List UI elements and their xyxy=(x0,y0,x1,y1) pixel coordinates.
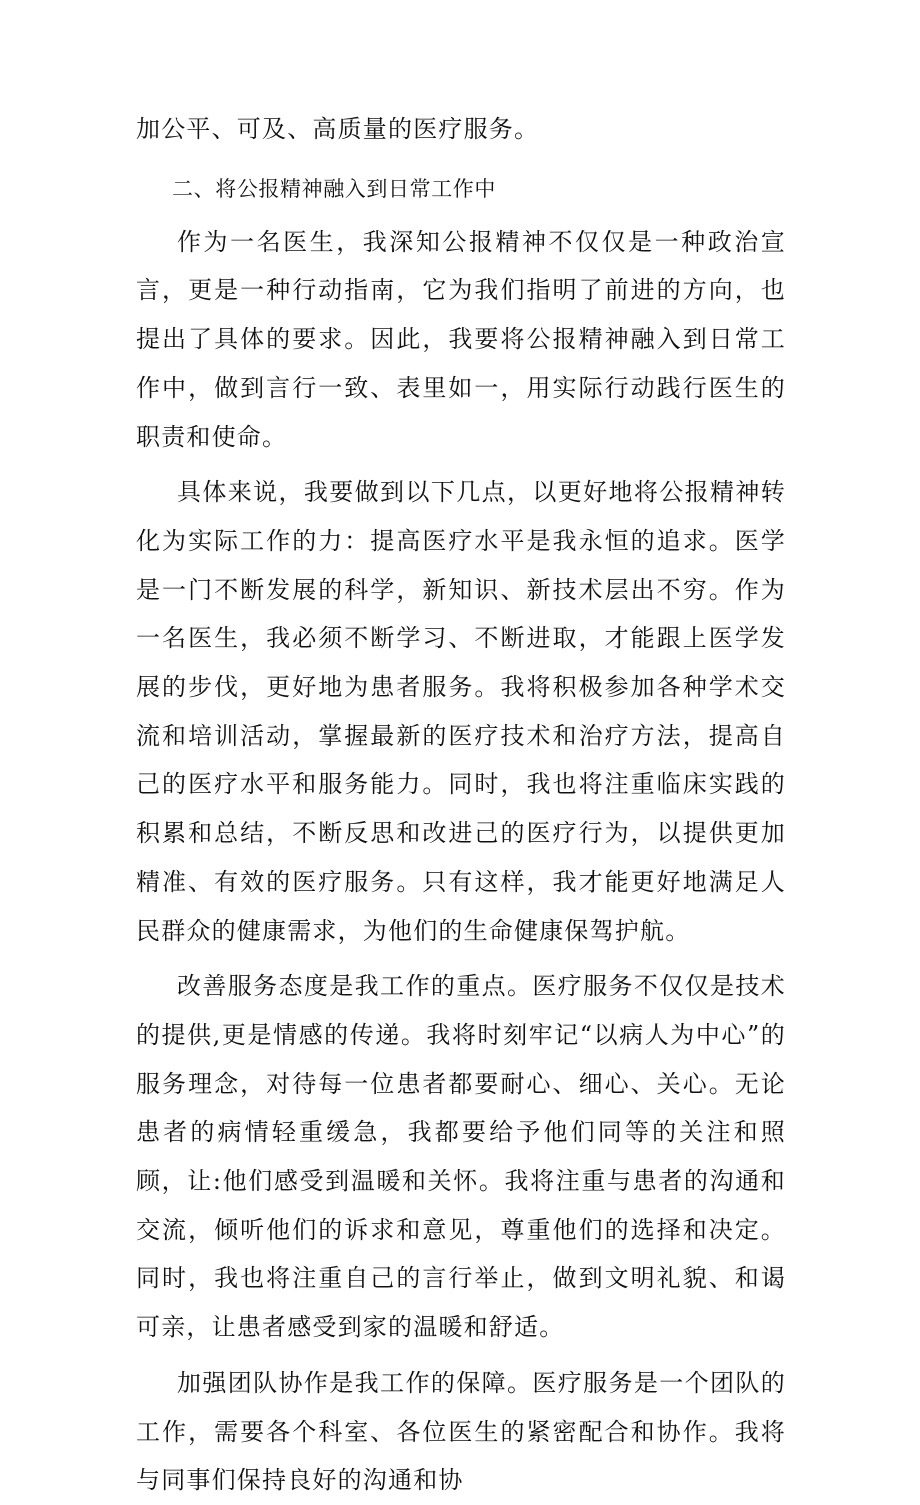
paragraph-duty: 作为一名医生，我深知公报精神不仅仅是一种政治宣言，更是一种行动指南，它为我们指明了前进的方向，也提出了具体的要求。因此，我要将公报精神融入到日常工作中，做到言行一致、表里如一，用实际行动践行医生的职责和使命。 xyxy=(136,227,786,451)
paragraph-continuation: 加公平、可及、高质量的医疗服务。 xyxy=(136,115,540,143)
paragraph-medical-level: 具体来说，我要做到以下几点，以更好地将公报精神转化为实际工作的力：提高医疗水平是我永恒的追求。医学是一门不断发展的科学，新知识、新技术层出不穷。作为一名医生，我必须不断学习、不断进取，才能跟上医学发展的步伐，更好地为患者服务。我将积极参加各种学术交流和培训活动，掌握最新的医疗技术和治疗方法，提高自己的医疗水平和服务能力。同时，我也将注重临床实践的积累和总结，不断反思和改进己的医疗行为，以提供更加精准、有效的医疗服务。只有这样，我才能更好地满足人民群众的健康需求，为他们的生命健康保驾护航。 xyxy=(136,478,786,945)
paragraph-service-attitude: 改善服务态度是我工作的重点。医疗服务不仅仅是技术的提供,更是情感的传递。我将时刻牢记“以病人为中心”的服务理念，对待每一位患者都要耐心、细心、关心。无论患者的病情轻重缓急，我都要给予他们同等的关注和照顾，让:他们感受到温暖和关怀。我将注重与患者的沟通和交流，倾听他们的诉求和意见，尊重他们的选择和决定。同时，我也将注重自己的言行举止，做到文明礼貌、和谒可亲，让患者感受到家的温暖和舒适。 xyxy=(136,972,786,1342)
document-body xyxy=(136,105,786,1505)
paragraph-teamwork: 加强团队协作是我工作的保障。医疗服务是一个团队的工作，需要各个科室、各位医生的紧密配合和协作。我将与同事们保持良好的沟通和协 xyxy=(136,1368,786,1495)
section-heading: 二、将公报精神融入到日常工作中 xyxy=(172,176,496,201)
